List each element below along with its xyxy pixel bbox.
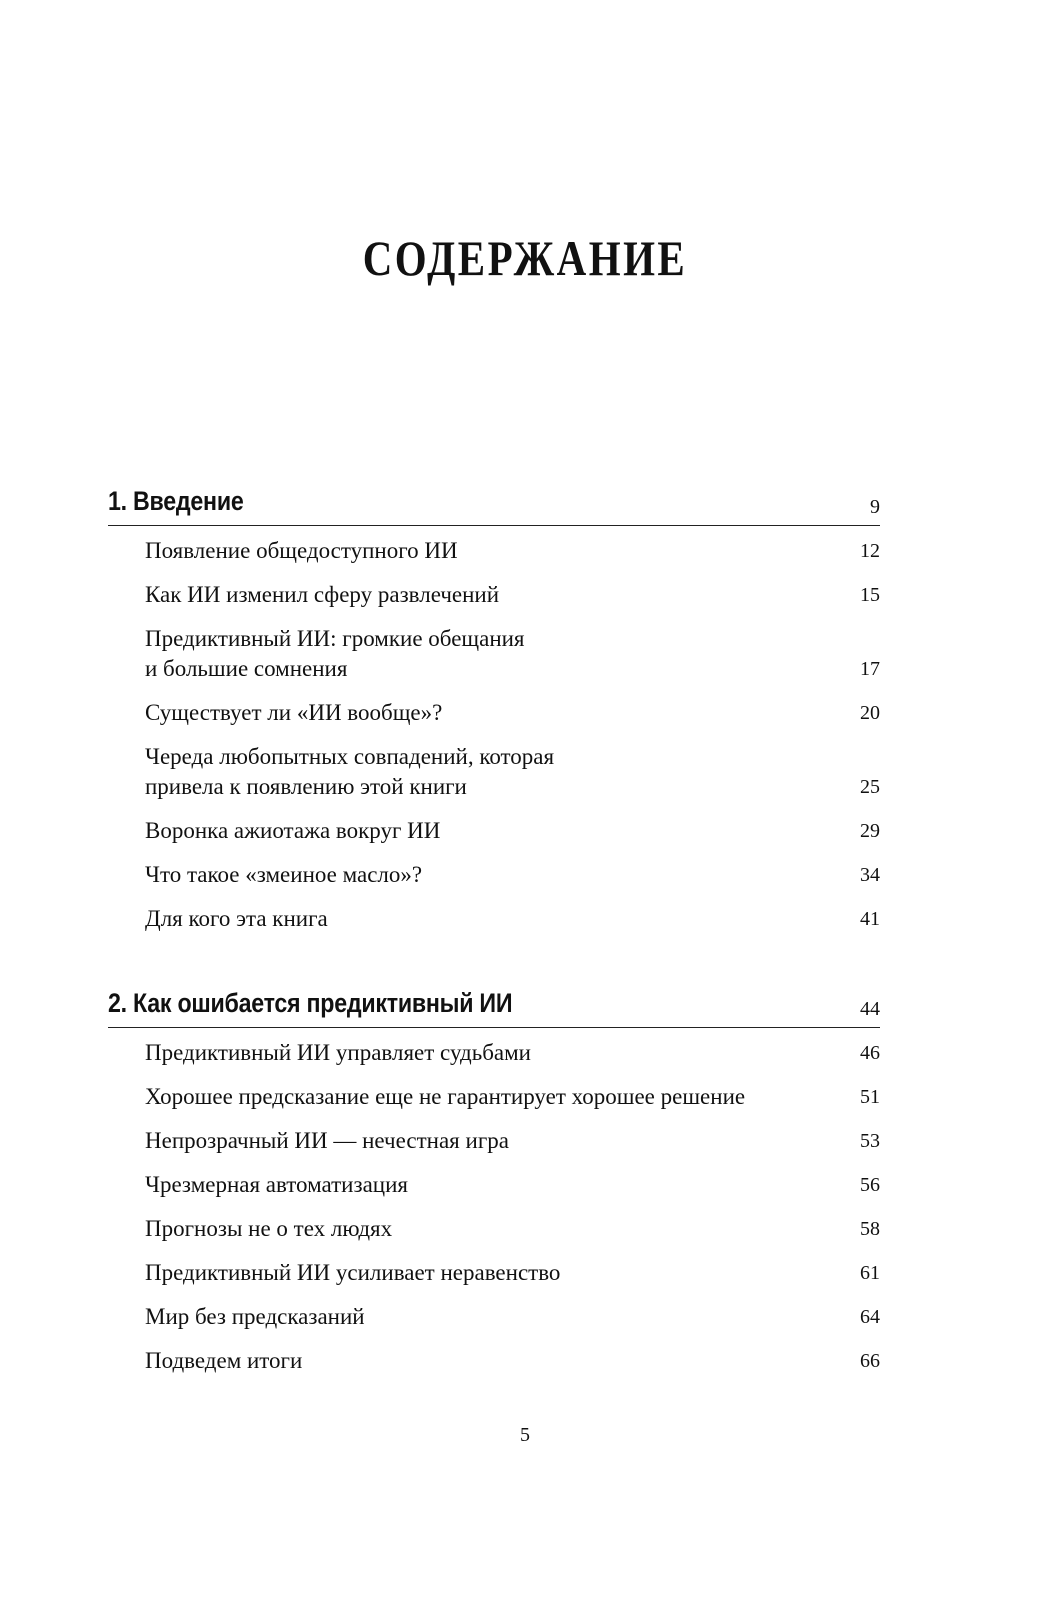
chapter-1 (108, 483, 880, 934)
toc-entry[interactable] (108, 1170, 880, 1200)
toc-entry-page: 56 (860, 1174, 880, 1196)
toc-entry-title: Воронка ажиотажа вокруг ИИ (145, 818, 441, 843)
toc-entry[interactable] (108, 624, 880, 684)
toc-entry[interactable] (108, 1302, 880, 1332)
toc-entry-title: Что такое «змеиное масло»? (145, 862, 423, 887)
toc-entry-title: Существует ли «ИИ вообще»? (145, 700, 443, 725)
chapter-entries (108, 1038, 880, 1376)
page-title: СОДЕРЖАНИЕ (362, 230, 688, 286)
toc-entry-title: Для кого эта книга (145, 906, 328, 931)
toc-entry-page: 51 (860, 1086, 880, 1108)
toc-entry-page: 41 (860, 908, 880, 930)
toc-entry-page: 12 (860, 540, 880, 562)
toc-entry-page: 58 (860, 1218, 880, 1240)
toc-entry[interactable] (108, 1082, 880, 1112)
toc-entry[interactable] (108, 580, 880, 610)
toc-entry[interactable] (108, 1126, 880, 1156)
toc-entry[interactable] (108, 1214, 880, 1244)
toc-entry-page: 53 (860, 1130, 880, 1152)
toc-entry[interactable] (108, 1038, 880, 1068)
toc-entry-page: 29 (860, 820, 880, 842)
toc-entry[interactable] (108, 1258, 880, 1288)
toc-entry-title: Череда любопытных совпадений, которая (145, 744, 555, 769)
toc-entry[interactable] (108, 698, 880, 728)
chapter-title[interactable]: 1. Введение (108, 486, 244, 516)
toc-entry[interactable] (108, 904, 880, 934)
toc-entry-title-continued: и большие сомнения (145, 656, 348, 681)
toc-entry-title: Непрозрачный ИИ — нечестная игра (145, 1128, 509, 1153)
toc-entry-title: Предиктивный ИИ: громкие обещания (145, 626, 525, 651)
toc-entry-title: Предиктивный ИИ управляет судьбами (145, 1040, 531, 1065)
toc-entry-page: 25 (860, 776, 880, 798)
chapter-2 (108, 985, 880, 1376)
toc-entry[interactable] (108, 816, 880, 846)
toc-entry-page: 46 (860, 1042, 880, 1064)
toc-entry[interactable] (108, 536, 880, 566)
toc-entry-title: Хорошее предсказание еще не гарантирует хорошее решение (145, 1084, 746, 1109)
chapter-heading (108, 985, 880, 1028)
toc-entry-title: Предиктивный ИИ усиливает неравенство (145, 1260, 561, 1285)
chapter-title[interactable]: 2. Как ошибается предиктивный ИИ (108, 988, 513, 1018)
toc-entry-title-continued: привела к появлению этой книги (145, 774, 467, 799)
toc-entry[interactable] (108, 742, 880, 802)
toc-entry[interactable] (108, 1346, 880, 1376)
toc-entry-page: 64 (860, 1306, 880, 1328)
chapter-heading (108, 483, 880, 526)
toc-entry-title: Подведем итоги (145, 1348, 303, 1373)
toc-entry-page: 15 (860, 584, 880, 606)
toc-entry[interactable] (108, 860, 880, 890)
chapter-page-number: 44 (860, 998, 880, 1020)
toc-entry-page: 20 (860, 702, 880, 724)
toc-entry-page: 61 (860, 1262, 880, 1284)
toc-entry-title: Как ИИ изменил сферу развлечений (145, 582, 500, 607)
chapter-entries (108, 536, 880, 934)
chapter-page-number: 9 (870, 496, 880, 518)
toc-entry-page: 66 (860, 1350, 880, 1372)
toc-entry-title: Чрезмерная автоматизация (145, 1172, 408, 1197)
page-number: 5 (520, 1424, 530, 1446)
toc-entry-title: Мир без предсказаний (145, 1304, 365, 1329)
toc-entry-page: 34 (860, 864, 880, 886)
toc-entry-title: Прогнозы не о тех людях (145, 1216, 393, 1241)
toc-entry-title: Появление общедоступного ИИ (145, 538, 458, 563)
toc-entry-page: 17 (860, 658, 880, 680)
